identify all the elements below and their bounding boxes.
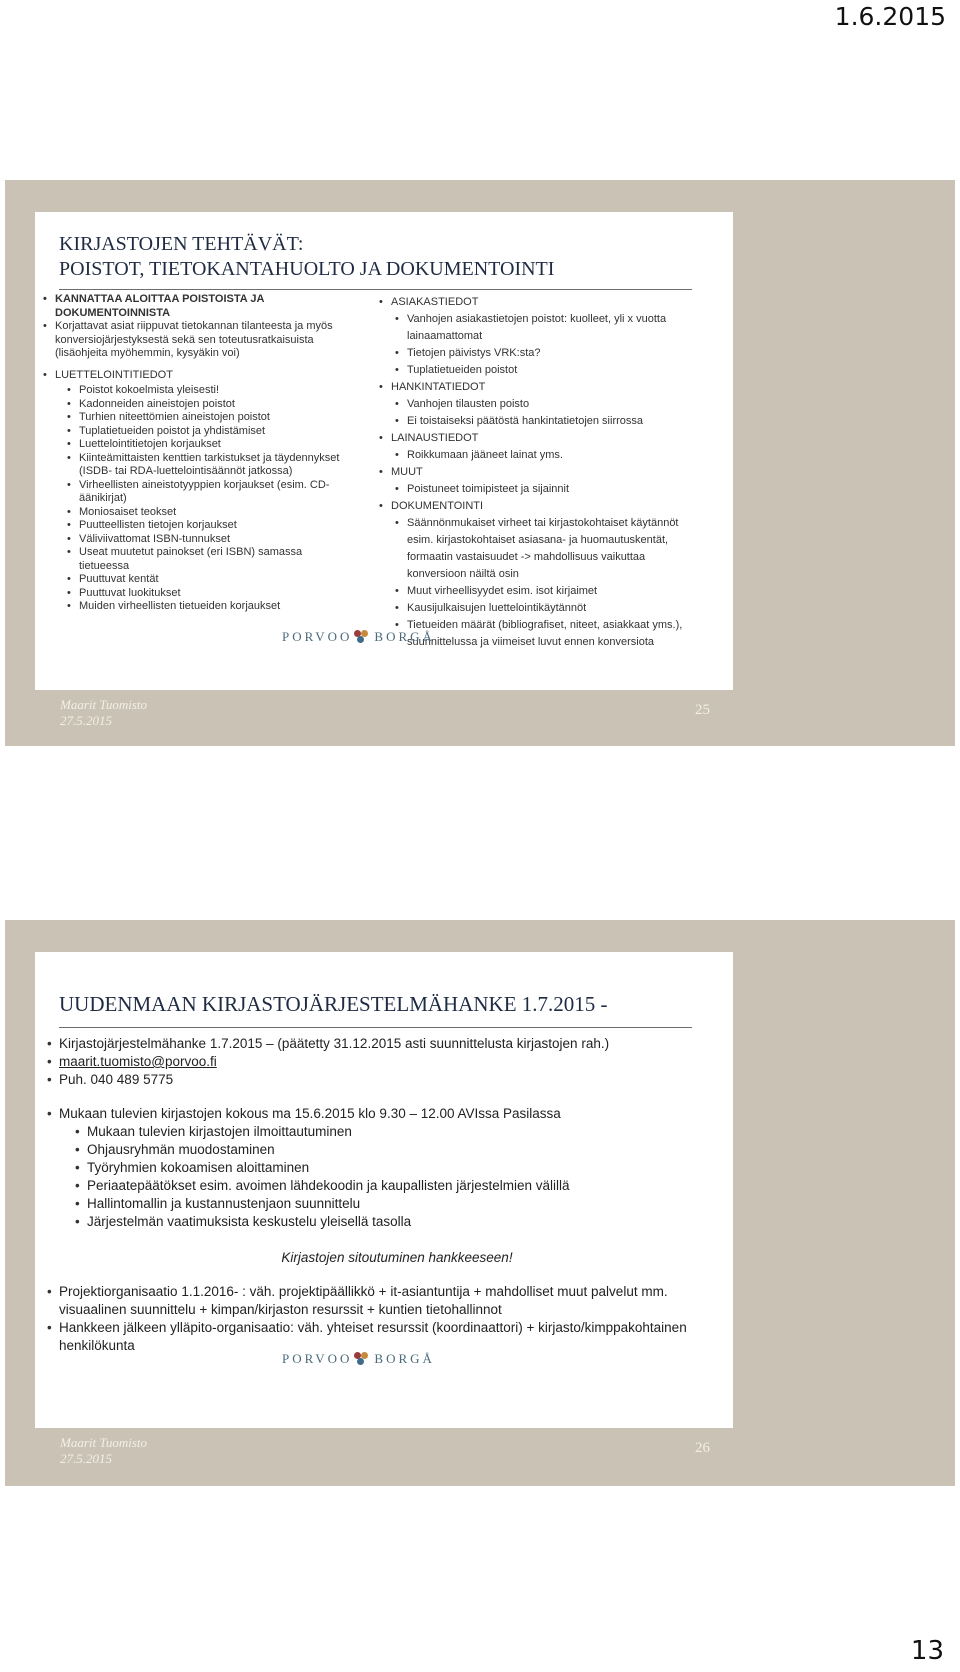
section-list: [379, 294, 699, 651]
sub-list-item: • Ohjausryhmän muodostaminen: [75, 1141, 707, 1159]
slide-26: [5, 920, 955, 1486]
slide-footer: [60, 1435, 147, 1467]
section-items: [379, 311, 699, 379]
sub-list: [47, 1123, 707, 1231]
sub-list-item: • Turhien niteettömien aineistojen poistot: [67, 411, 353, 425]
logo-mark-icon: [354, 1352, 372, 1366]
section-heading: • HANKINTATIEDOT: [379, 379, 699, 396]
footer-author: Maarit Tuomisto: [60, 1435, 148, 1450]
footer-date: 27.5.2015: [60, 1451, 112, 1466]
commitment-text: Kirjastojen sitoutuminen hankkeeseen!: [281, 1250, 513, 1265]
left-column: [43, 293, 353, 614]
slide-title-line1: KIRJASTOJEN TEHTÄVÄT:: [59, 233, 304, 255]
sub-list-item: • Luettelointitietojen korjaukset: [67, 438, 353, 452]
list-item: • Kirjastojärjestelmähanke 1.7.2015 – (päätetty 31.12.2015 asti suunnittelusta kirjastojen rah.): [47, 1035, 707, 1053]
sub-list-item: • Kiinteämittaisten kenttien tarkistukset ja täydennykset (ISDB- tai RDA-luettelointisäännöt jatkossa): [67, 452, 353, 479]
slide-number: 26: [695, 1440, 710, 1456]
sub-list-item: • Säännönmukaiset virheet tai kirjastokohtaiset käytännöt esim. kirjastokohtaiset asiasana- ja huomautuskentät, formaatin vastaisuudet -> mahdollisuus vaikuttaa konversioon näiltä osin: [395, 515, 699, 583]
list-item: • Korjattavat asiat riippuvat tietokannan tilanteesta ja myös konversiojärjestyksestä sekä sen toteutusratkaisuista (lisäohjeita myöhemmin, kysyäkin voi): [43, 320, 353, 361]
list-item: [47, 1053, 707, 1071]
section-items: [379, 447, 699, 464]
sub-list-item: • Useat muutetut painokset (eri ISBN) samassa tietueessa: [67, 546, 353, 573]
list-item: • Mukaan tulevien kirjastojen kokous ma 15.6.2015 klo 9.30 – 12.00 AVIssa Pasilassa: [47, 1105, 707, 1123]
footer-author: Maarit Tuomisto: [60, 697, 148, 712]
list-item: • LUETTELOINTITIEDOT: [43, 369, 353, 383]
section-heading: • DOKUMENTOINTI: [379, 498, 699, 515]
sub-list-item: • Poistuneet toimipisteet ja sijainnit: [395, 481, 699, 498]
sub-list-item: • Vanhojen tilausten poisto: [395, 396, 699, 413]
slide-number: 25: [695, 702, 710, 718]
sub-list-item: • Ei toistaiseksi päätöstä hankintatietojen siirrossa: [395, 413, 699, 430]
sub-list-item: • Väliviivattomat ISBN-tunnukset: [67, 533, 353, 547]
list-item: • Projektiorganisaatio 1.1.2016- : väh. projektipäällikkö + it-asiantuntija + mahdolliset muut palvelut mm. visuaalinen suunnittelu + kimpan/kirjaston resurssit + kuntien tietohallinnot: [47, 1283, 707, 1319]
sub-list-item: • Vanhojen asiakastietojen poistot: kuolleet, yli x vuotta lainaamattomat: [395, 311, 699, 345]
sub-list-item: • Muiden virheellisten tietueiden korjaukset: [67, 600, 353, 614]
porvoo-borga-logo: PORVOO BORGÅ: [282, 1351, 435, 1366]
sub-list-item: • Hallintomallin ja kustannustenjaon suunnittelu: [75, 1195, 707, 1213]
sub-list-item: • Poistot kokoelmista yleisesti!: [67, 384, 353, 398]
sub-list-item: • Puutteellisten tietojen korjaukset: [67, 519, 353, 533]
slide-title: [59, 232, 554, 282]
sub-list-item: • Järjestelmän vaatimuksista keskustelu yleisellä tasolla: [75, 1213, 707, 1231]
sub-list-item: • Moniosaiset teokset: [67, 506, 353, 520]
section-heading: • ASIAKASTIEDOT: [379, 294, 699, 311]
sub-list-item: • Tietueiden määrät (bibliografiset, niteet, asiakkaat yms.), suunnittelussa ja viimeiset luvut ennen konversiota: [395, 617, 699, 651]
sub-list-item: • Puuttuvat kentät: [67, 573, 353, 587]
list-item: • Hankkeen jälkeen ylläpito-organisaatio: väh. yhteiset resurssit (koordinaattori) + kirjasto/kimppakohtainen henkilökunta: [47, 1319, 707, 1355]
section-items: [379, 396, 699, 430]
sub-list: [43, 384, 353, 614]
footer-date: 27.5.2015: [60, 713, 112, 728]
list-item: • Puh. 040 489 5775: [47, 1071, 707, 1089]
email-link[interactable]: maarit.tuomisto@porvoo.fi: [59, 1054, 217, 1069]
title-divider: [59, 1027, 692, 1028]
sub-list-item: • Muut virheellisyydet esim. isot kirjaimet: [395, 583, 699, 600]
sub-list-item: • Tuplatietueiden poistot: [395, 362, 699, 379]
porvoo-borga-logo: PORVOO BORGÅ: [282, 629, 435, 644]
slide-title: UUDENMAAN KIRJASTOJÄRJESTELMÄHANKE 1.7.2015 -: [59, 992, 608, 1016]
slide-25: [5, 180, 955, 746]
page-number: 13: [910, 1636, 944, 1666]
slide-footer: [60, 697, 147, 729]
sub-list-item: • Kadonneiden aineistojen poistot: [67, 398, 353, 412]
sub-list-item: • Kausijulkaisujen luettelointikäytännöt: [395, 600, 699, 617]
list-item: • KANNATTAA ALOITTAA POISTOISTA JA DOKUMENTOINNISTA: [43, 293, 353, 320]
section-heading: • LAINAUSTIEDOT: [379, 430, 699, 447]
sub-list-item: • Periaatepäätökset esim. avoimen lähdekoodin ja kaupallisten järjestelmien välillä: [75, 1177, 707, 1195]
sub-list-item: • Tietojen päivistys VRK:sta?: [395, 345, 699, 362]
logo-mark-icon: [354, 630, 372, 644]
section-heading: • MUUT: [379, 464, 699, 481]
slide-body: [47, 1035, 707, 1355]
sub-list-item: • Roikkumaan jääneet lainat yms.: [395, 447, 699, 464]
slide-content: [35, 212, 733, 690]
slide-title-line2: POISTOT, TIETOKANTAHUOLTO JA DOKUMENTOINTI: [59, 258, 555, 280]
sub-list-item: • Puuttuvat luokitukset: [67, 587, 353, 601]
page-date: 1.6.2015: [834, 2, 946, 31]
slide-content: [35, 952, 733, 1428]
sub-list-item: • Tuplatietueiden poistot ja yhdistämiset: [67, 425, 353, 439]
sub-list-item: • Työryhmien kokoamisen aloittaminen: [75, 1159, 707, 1177]
list: [47, 1283, 707, 1355]
right-column: [379, 294, 699, 651]
sub-list-item: • Mukaan tulevien kirjastojen ilmoittautuminen: [75, 1123, 707, 1141]
title-divider: [59, 289, 692, 290]
sub-list-item: • Virheellisten aineistotyyppien korjaukset (esim. CD-äänikirjat): [67, 479, 353, 506]
section-items: [379, 481, 699, 498]
